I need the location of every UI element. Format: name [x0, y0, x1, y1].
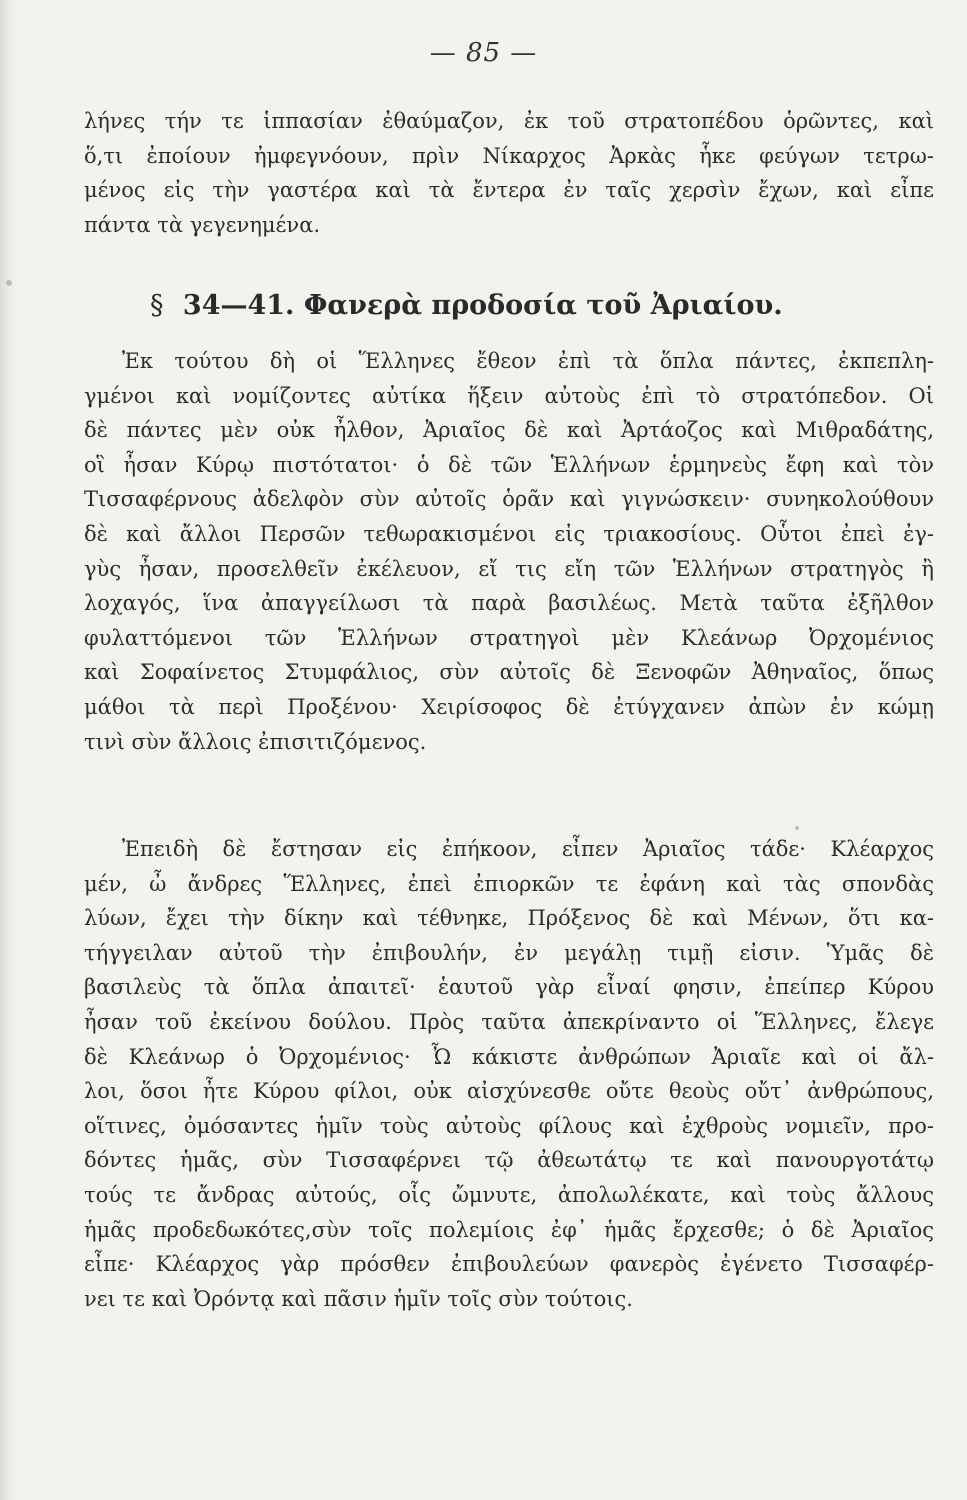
paragraph-2 [84, 344, 934, 759]
text-line: τινὶ σὺν ἄλλοις ἐπισιτιζόμενος. [84, 729, 427, 754]
scan-speck [795, 826, 799, 830]
text-line: λύων, ἔχει τὴν δίκην καὶ τέθνηκε, Πρόξενος δὲ καὶ Μένων, ὅτι κα- [84, 906, 934, 931]
text-line: λοχαγός, ἵνα ἀπαγγείλωσι τὰ παρὰ βασιλέως. Μετὰ ταῦτα ἐξῆλθον [84, 591, 934, 616]
text-line: δὲ πάντες μὲν οὐκ ἦλθον, Ἀριαῖος δὲ καὶ Ἀρτάοζος καὶ Μιθραδάτης, [84, 418, 934, 443]
paragraph-1 [84, 104, 934, 242]
text-line: δόντες ἡμᾶς, σὺν Τισσαφέρνει τῷ ἀθεωτάτῳ τε καὶ πανουργοτάτῳ [84, 1148, 934, 1173]
text-line: δὲ Κλεάνωρ ὁ Ὀρχομένιος· Ὦ κάκιστε ἀνθρώπων Ἀριαῖε καὶ οἱ ἄλ- [84, 1044, 934, 1069]
text-line: τήγγειλαν αὐτοῦ τὴν ἐπιβουλήν, ἐν μεγάλῃ τιμῇ εἰσιν. Ὑμᾶς δὲ [84, 940, 934, 965]
page-number: — 85 — [429, 38, 538, 68]
text-line: νει τε καὶ Ὀρόντᾳ καὶ πᾶσιν ἡμῖν τοῖς σὺν τούτοις. [84, 1286, 633, 1311]
text-line: Ἐκ τούτου δὴ οἱ Ἕλληνες ἔθεον ἐπὶ τὰ ὅπλα πάντες, ἐκπεπλη- [122, 349, 934, 373]
text-line: εἶπε· Κλέαρχος γὰρ πρόσθεν ἐπιβουλεύων φανερὸς ἐγένετο Τισσαφέρ- [84, 1252, 934, 1277]
text-line: οἳ ἦσαν Κύρῳ πιστότατοι· ὁ δὲ τῶν Ἑλλήνων ἑρμηνεὺς ἔφη καὶ τὸν [84, 452, 934, 477]
text-line: βασιλεὺς τὰ ὅπλα ἀπαιτεῖ· ἑαυτοῦ γὰρ εἶναί φησιν, ἐπείπερ Κύρου [84, 975, 934, 1000]
section-heading [150, 290, 870, 321]
text-line: μέν, ὦ ἄνδρες Ἕλληνες, ἐπεὶ ἐπιορκῶν τε ἐφάνη καὶ τὰς σπονδὰς [84, 871, 934, 896]
text-line: Τισσαφέρνους ἀδελφὸν σὺν αὐτοῖς ὁρᾶν καὶ γιγνώσκειν· συνηκολούθουν [84, 487, 934, 512]
text-line: ἡμᾶς προδεδωκότες,σὺν τοῖς πολεμίοις ἐφ᾽ ἡμᾶς ἔρχεσθε; ὁ δὲ Ἀριαῖος [84, 1217, 934, 1242]
text-line: Ἐπειδὴ δὲ ἔστησαν εἰς ἐπήκοον, εἶπεν Ἀριαῖος τάδε· Κλέαρχος [122, 837, 934, 861]
text-line: λοι, ὅσοι ἦτε Κύρου φίλοι, οὐκ αἰσχύνεσθε οὔτε θεοὺς οὔτ᾽ ἀνθρώπους, [84, 1079, 934, 1104]
text-line: μένος εἰς τὴν γαστέρα καὶ τὰ ἔντερα ἐν ταῖς χερσὶν ἔχων, καὶ εἶπε [84, 178, 934, 203]
text-line: δὲ καὶ ἄλλοι Περσῶν τεθωρακισμένοι εἰς τριακοσίους. Οὗτοι ἐπεὶ ἐγ- [84, 521, 934, 546]
text-line: καὶ Σοφαίνετος Στυμφάλιος, σὺν αὐτοῖς δὲ Ξενοφῶν Ἀθηναῖος, ὅπως [84, 660, 934, 685]
text-line: ἦσαν τοῦ ἐκείνου δούλου. Πρὸς ταῦτα ἀπεκρίναντο οἱ Ἕλληνες, ἔλεγε [84, 1009, 934, 1034]
text-line: οἵτινες, ὀμόσαντες ἡμῖν τοὺς αὐτοὺς φίλους καὶ ἐχθροὺς νομιεῖν, προ- [84, 1113, 934, 1138]
text-line: τούς τε ἄνδρας αὐτούς, οἷς ὤμνυτε, ἀπολωλέκατε, καὶ τοὺς ἄλλους [84, 1182, 934, 1207]
text-line: γὺς ἦσαν, προσελθεῖν ἐκέλευον, εἴ τις εἴη τῶν Ἑλλήνων στρατηγὸς ἢ [84, 556, 934, 581]
scan-speck [6, 280, 12, 286]
text-line: φυλαττόμενοι τῶν Ἑλλήνων στρατηγοὶ μὲν Κλεάνωρ Ὀρχομένιος [84, 625, 934, 650]
section-sign: § [150, 290, 164, 321]
paragraph-3 [84, 832, 934, 1316]
text-line: λήνες τήν τε ἱππασίαν ἐθαύμαζον, ἐκ τοῦ στρατοπέδου ὁρῶντες, καὶ [84, 109, 934, 133]
text-line: ὅ,τι ἐποίουν ἠμφεγνόουν, πρὶν Νίκαρχος Ἀρκὰς ἧκε φεύγων τετρω- [84, 143, 934, 168]
text-line: πάντα τὰ γεγενημένα. [84, 212, 321, 237]
text-line: γμένοι καὶ νομίζοντες αὐτίκα ἥξειν αὐτοὺς ἐπὶ τὸ στρατόπεδον. Οἱ [84, 383, 934, 408]
section-title: 34—41. Φανερὰ προδοσία τοῦ Ἀριαίου. [182, 290, 783, 321]
text-line: μάθοι τὰ περὶ Προξένου· Χειρίσοφος δὲ ἐτύγχανεν ἀπὼν ἐν κώμῃ [84, 694, 934, 719]
